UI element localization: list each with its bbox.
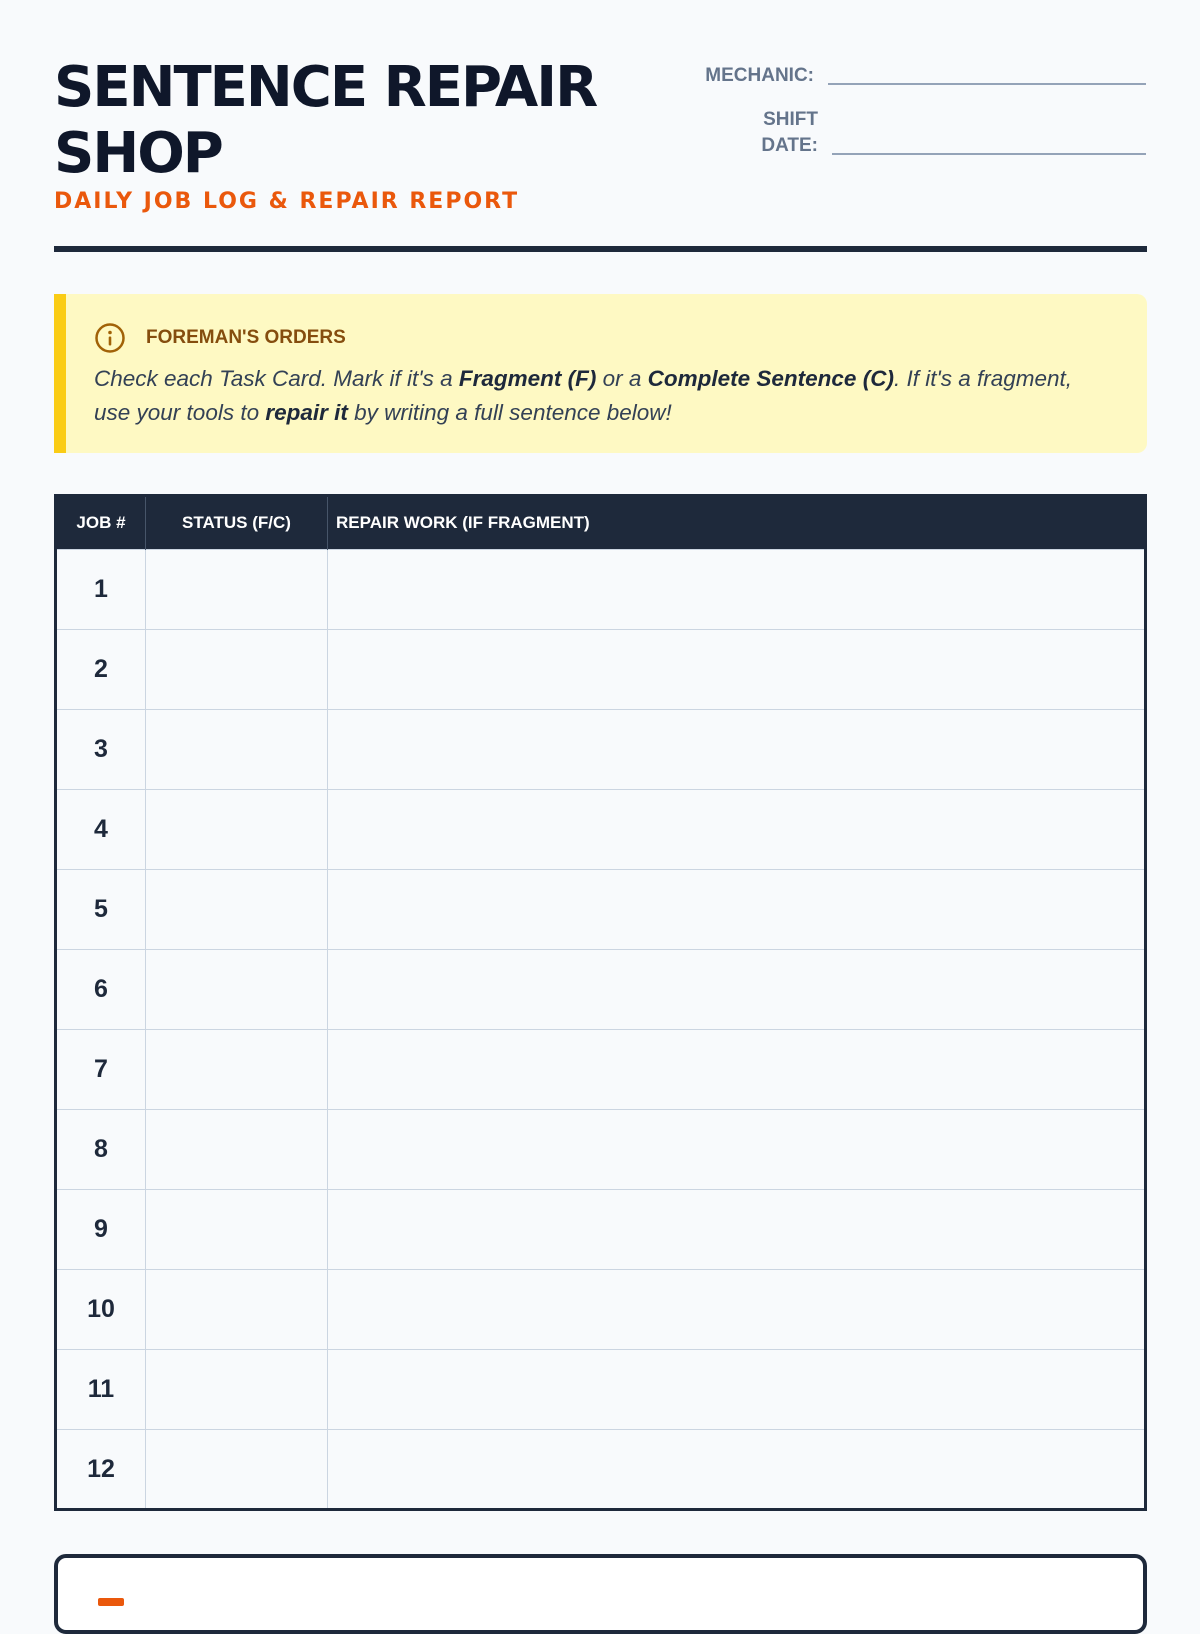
job-number-cell: 2 (56, 630, 146, 710)
repair-work-cell[interactable] (328, 1430, 1146, 1510)
notice-instructions (94, 362, 1114, 430)
status-cell[interactable] (146, 950, 328, 1030)
status-cell[interactable] (146, 1430, 328, 1510)
repair-work-cell[interactable] (328, 550, 1146, 630)
job-number-cell: 5 (56, 870, 146, 950)
notice-text-part: by writing a full sentence below! (347, 400, 672, 425)
job-number-cell: 7 (56, 1030, 146, 1110)
repair-work-cell[interactable] (328, 1030, 1146, 1110)
status-cell[interactable] (146, 1030, 328, 1110)
table-body (56, 550, 1146, 1510)
repair-work-cell[interactable] (328, 630, 1146, 710)
table-row (56, 1110, 1146, 1190)
column-header-repair: REPAIR WORK (IF FRAGMENT) (328, 496, 1146, 550)
status-cell[interactable] (146, 710, 328, 790)
job-number-cell: 9 (56, 1190, 146, 1270)
notice-text-part: or a (596, 366, 648, 391)
job-number-cell: 8 (56, 1110, 146, 1190)
header (54, 55, 1147, 255)
table-row (56, 950, 1146, 1030)
section-marker-icon (98, 1598, 124, 1606)
notice-text-part: Check each Task Card. Mark if it's a (94, 366, 459, 391)
job-log-table (54, 494, 1147, 1511)
shift-date-label (704, 107, 818, 159)
table-row (56, 550, 1146, 630)
table-row (56, 1350, 1146, 1430)
status-cell[interactable] (146, 1110, 328, 1190)
table-row (56, 870, 1146, 950)
shift-label-line1: SHIFT (763, 109, 818, 130)
table-row (56, 1430, 1146, 1510)
mechanic-label: MECHANIC: (705, 65, 814, 86)
notice-text-part: . If it's a fragment, use your tools to (94, 366, 1073, 425)
status-cell[interactable] (146, 550, 328, 630)
status-cell[interactable] (146, 790, 328, 870)
table-header-row (56, 496, 1146, 550)
notice-title: FOREMAN'S ORDERS (146, 327, 346, 348)
job-number-cell: 4 (56, 790, 146, 870)
page-subtitle: DAILY JOB LOG & REPAIR REPORT (54, 189, 520, 214)
repair-work-cell[interactable] (328, 1190, 1146, 1270)
repair-work-cell[interactable] (328, 870, 1146, 950)
notice-emphasis-repair: repair it (265, 400, 348, 425)
table-row (56, 1190, 1146, 1270)
status-cell[interactable] (146, 870, 328, 950)
repair-work-cell[interactable] (328, 710, 1146, 790)
shift-label-line2: DATE: (761, 135, 818, 156)
shift-date-input-line[interactable] (832, 153, 1146, 155)
foremans-orders-notice (54, 294, 1147, 453)
column-header-job: JOB # (56, 496, 146, 550)
mechanic-input-line[interactable] (828, 83, 1146, 85)
status-cell[interactable] (146, 1190, 328, 1270)
table-row (56, 1030, 1146, 1110)
job-number-cell: 12 (56, 1430, 146, 1510)
repair-work-cell[interactable] (328, 1350, 1146, 1430)
info-circle-icon (94, 322, 126, 354)
table-row (56, 790, 1146, 870)
notice-header (94, 322, 346, 354)
job-number-cell: 11 (56, 1350, 146, 1430)
repair-work-cell[interactable] (328, 950, 1146, 1030)
notice-emphasis-complete: Complete Sentence (C) (647, 366, 894, 391)
bottom-section-box (54, 1554, 1147, 1634)
job-number-cell: 1 (56, 550, 146, 630)
column-header-status: STATUS (F/C) (146, 496, 328, 550)
mechanic-field (704, 63, 1146, 89)
repair-work-cell[interactable] (328, 1110, 1146, 1190)
page-title: SENTENCE REPAIR SHOP (54, 55, 597, 186)
job-number-cell: 6 (56, 950, 146, 1030)
status-cell[interactable] (146, 630, 328, 710)
status-cell[interactable] (146, 1270, 328, 1350)
header-divider (54, 246, 1147, 252)
repair-work-cell[interactable] (328, 790, 1146, 870)
job-number-cell: 3 (56, 710, 146, 790)
status-cell[interactable] (146, 1350, 328, 1430)
job-number-cell: 10 (56, 1270, 146, 1350)
notice-emphasis-fragment: Fragment (F) (458, 366, 597, 391)
shift-date-field (704, 107, 1146, 159)
repair-work-cell[interactable] (328, 1270, 1146, 1350)
table-row (56, 1270, 1146, 1350)
table-row (56, 630, 1146, 710)
table-row (56, 710, 1146, 790)
